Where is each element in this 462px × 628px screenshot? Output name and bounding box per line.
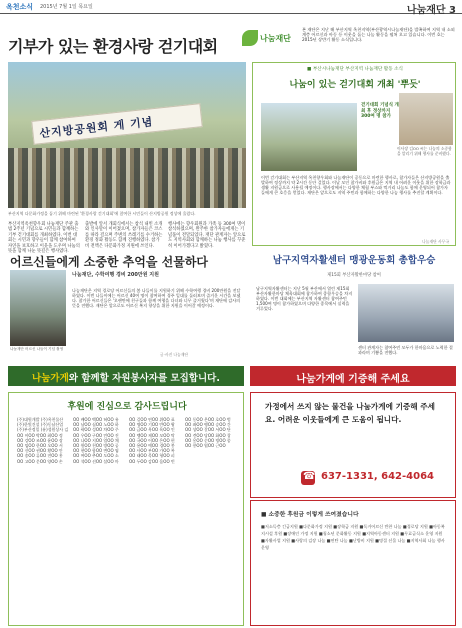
leaf-logo-icon: [242, 30, 258, 46]
newspaper-logo: 옥천소식: [6, 3, 34, 11]
park-banner: 산지방공원회 게 기념: [31, 103, 203, 145]
issue-date: 2015년 7월 1일 목요일: [40, 4, 93, 10]
feature-text: 이번 걷기대회는 부산지역 옥천향우회와 나눔재단이 공동으로 마련한 행사로, 참가자들은 산지방공원을 출발하여 정상까지 약 2시간 동안 걸었다. 이날 모인 참가비와 후원금은 지역 내 어려운 이웃을 위한 장학금과 생활 지원금으로 사용될 예정이다. 행사장에서는 다양한 체험 부스와 먹거리 나눔도 함께 운영되어 참가자들에게 큰 호응을 얻었다. 재단은 앞으로도 지역 주민과 함께하는 다양한 나눔 행사를 추진할 계획이다.: [261, 175, 451, 196]
portrait-photo: [399, 93, 453, 145]
self-sufficiency-photo: [358, 284, 454, 342]
feature-kicker: ■ 부산시나눔재단 부산지역 나눔재단 활동 소식: [307, 67, 403, 72]
feature-subtitle: 걷기대회 기념식 개최 후 정상까지 300여 명 참가: [361, 103, 399, 120]
photo-caption: 부산지역 다문화가정을 돕기 위해 마련된 '환경사랑 걷기대회'에 참여한 시민들이 산지방공원 정상에 올랐다.: [8, 211, 196, 216]
walking-event-photo: [8, 62, 246, 208]
nanum-foundation-logo: [242, 28, 298, 50]
logo-text: 나눔재단: [260, 34, 291, 43]
feature-photo: [261, 103, 357, 171]
self-sufficiency-title: 남구지역자활센터 맹광운동회 총합우승: [272, 255, 436, 266]
usage-title: ■ 소중한 후원금 이렇게 쓰여졌습니다: [261, 512, 359, 518]
article-column-1: 부산지역옥천향우회 나눔재단 주관 출범 2주년 기념으로 시민들과 함께하는 기부 걷기대회를 개최하였다. 이번 대회는 시민과 향우들이 함께 참여하여 자연을 보호하고 이웃을 도우며 나눔의 뜻을 함께 나눈 뜻깊은 행사였다.: [8, 222, 80, 255]
elderly-article-signature: 글·사진 나눔재단: [160, 352, 189, 357]
elderly-article-title: 어르신들에게 소중한 추억을 선물하다: [10, 255, 209, 269]
article-column-3: 행사에는 향우회원과 가족 등 300여 명이 참석하였으며, 완주한 참가자들에게는 기념품이 전달되었다. 재단 관계자는 앞으로도 지역사회와 함께하는 나눔 행사를 꾸준히 이어가겠다고 밝혔다.: [168, 222, 246, 249]
main-headline: 기부가 있는 환경사랑 걷기대회: [8, 37, 218, 56]
section-page-label: 나눔재단 3: [406, 5, 456, 16]
elderly-article-text: 나눔재단은 지역 경로당 어르신들의 봄 나들이를 지원하기 위해 수학여행 경비 200만원을 전달하였다. 이번 나들이에는 어르신 40여 명이 참여하여 경주 일대를 둘러보며 즐거운 시간을 보냈다. 참가한 어르신들은 '오랜만에 친구들과 함께 여행을 다녀와 너무 즐거웠다'며 재단에 감사의 뜻을 전했다. 재단은 앞으로도 어르신 복지 향상을 위한 지원을 이어갈 예정이다.: [72, 288, 241, 309]
self-sufficiency-text: 남구지역자활센터는 지난 5월 부산에서 열린 제15회 부산자활한마당 체육대회에 참가하여 종합우승을 차지하였다. 이번 대회에는 부산지역 자활센터 참여주민 1,500여 명이 참가하였으며 다양한 종목에서 실력을 겨루었다.: [256, 286, 353, 312]
banner-highlight: 나눔가게: [32, 373, 69, 384]
donate-info-box: [250, 392, 456, 498]
donate-phone: 637-1331, 642-4064: [321, 471, 434, 482]
crowd-of-participants: [8, 148, 246, 208]
self-sufficiency-subtitle: 제15회 부산자활한마당 참여: [327, 273, 381, 278]
right-feature-box: [252, 62, 456, 246]
thanks-title: 후원에 진심으로 감사드립니다: [67, 402, 187, 412]
feature-title: 나눔이 있는 걷기대회 개최 '뿌듯': [289, 80, 421, 90]
elderly-article-photo: [10, 270, 66, 346]
usage-list: ■저소득층 긴급지원 ■다문화가정 지원 ■장학금 지원 ■독거어르신 반찬 나눔 ■경로당 지원 ■아동복지시설 후원 ■장애인 가정 지원 ■청소년 문화활동 지원 ■지역아동센터 지원 ■무료급식소 운영 지원 ■자활사업 지원 ■사랑의 김장 나눔 ■연탄 나눔 ■난방비 지원 ■명절 선물 나눔 ■지역사회 나눔 행사 운영: [261, 524, 445, 550]
donate-banner-text: 나눔가게에 기증해 주세요: [296, 374, 410, 385]
page-header: [0, 0, 462, 14]
elderly-photo-caption: 나눔재단 어르신 나들이 기념 촬영: [10, 347, 64, 351]
feature-signature: 나눔재단 사무국: [422, 239, 449, 244]
phone-icon: [301, 471, 315, 485]
donor-thanks-box: [8, 392, 244, 626]
volunteer-recruit-banner: [8, 366, 244, 386]
portrait-caption: 이사장 김OO 씨는 나눔의 소중함을 알리기 위해 행사를 준비했다.: [397, 146, 452, 156]
donor-list: (주)대원개발 (주)옥천물산 (주)한빛건설 (주)동남산업 (주)부산정밀 (유)성원상사 김OO 이OO 박OO 최OO 정OO 강OO 조OO 윤OO 장OO 임OO 한OO 오OO 서OO 신OO 권OO 황OO 안OO 송OO 류OO 전OO 홍OO 고OO 문OO 양OO 손OO 배OO 백OO 허OO 유OO 남OO 심OO 노OO 하OO 곽OO 성OO 차OO 주OO 우OO 구OO 민OO 진OO 나OO 지OO 엄OO 채OO 원OO 천OO 방OO 공OO 현OO 함OO 변OO 염OO 여OO 추OO 도OO 소OO 석OO 선OO 설OO 마OO 길OO 연OO 위OO 표OO 명OO 기OO 반OO 왕OO 금OO 옥OO 육OO 인OO 맹OO 제OO 모OO 탁OO 국OO 어OO 은OO 편OO 용OO 예OO 경OO 봉OO 사OO 부OO 가OO 복OO 태OO 목OO 형OO 피OO 두OO 감OO 음OO 빈OO 동OO 온OO 호OO 범OO 좌OO 팽OO 승OO 간OO 상OO 갈OO 서OO 단OO 견OO 당OO 화OO 창OO 옹OO 순OO 빙OO 종OO 풍OO 엽OO 근OO: [17, 417, 231, 464]
intro-text: 본 재단은 지난 해 부산지역 옥천지역(부산광역시나눔재단)을 발족하여 지역 내 소외계층 어르신과 아동 등 이웃을 돕는 나눔 활동을 펼쳐 오고 있습니다. 이번 호는 2015년 상반기 활동 소식입니다.: [302, 27, 455, 43]
banner-rest: 와 함께할 자원봉사자를 모집합니다.: [68, 373, 220, 384]
article-column-2: 출발에 앞서 개회식에서는 참석 내빈 소개와 인사말이 이어졌으며, 참가자들은 코스를 따라 걸으며 주변의 쓰레기를 수거하는 환경 정화 활동도 함께 진행하였다. 참가비 전액은 다문화가정 지원에 쓰인다.: [85, 222, 163, 249]
elderly-article-subtitle: 나눔재단, 수학여행 경비 200만원 지원: [72, 272, 159, 278]
donation-usage-box: [250, 500, 456, 626]
self-sufficiency-text-2: 센터 관계자는 참여주민 모두가 한마음으로 노력한 결과라며 기쁨을 전했다.: [358, 345, 453, 356]
donate-message: 가정에서 쓰지 않는 물건을 나눔가게에 기증해 주세요. 어려운 이웃들에게 큰 도움이 됩니다.: [265, 402, 435, 424]
donate-goods-banner: [250, 366, 456, 386]
